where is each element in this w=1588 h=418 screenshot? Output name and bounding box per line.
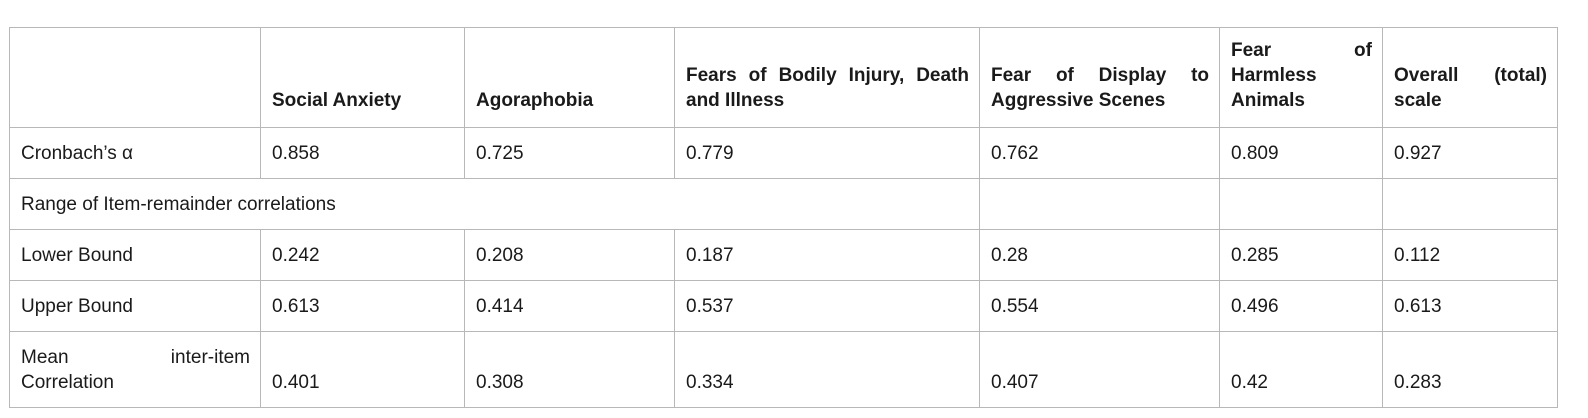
table-cell: 0.613: [261, 281, 465, 332]
table-cell: 0.762: [980, 128, 1220, 179]
table-cell: 0.308: [465, 332, 675, 408]
table-cell: 0.42: [1220, 332, 1383, 408]
table-cell: 0.927: [1383, 128, 1558, 179]
row-label-range: Range of Item-remainder correlations: [10, 179, 980, 230]
row-label-line-1: Mean inter-item: [21, 347, 250, 368]
table-cell: 0.809: [1220, 128, 1383, 179]
table-cell: 0.283: [1383, 332, 1558, 408]
row-label-upper-bound: Upper Bound: [10, 281, 261, 332]
table-cell: 0.334: [675, 332, 980, 408]
header-corner: [10, 28, 261, 128]
table-cell: 0.285: [1220, 230, 1383, 281]
row-label-cronbach: Cronbach’s α: [10, 128, 261, 179]
table-row: [10, 332, 1558, 408]
table-cell: 0.779: [675, 128, 980, 179]
header-agoraphobia: Agoraphobia: [465, 28, 675, 128]
header-overall-scale: Overall (total) scale: [1383, 28, 1558, 128]
table-cell: 0.28: [980, 230, 1220, 281]
header-aggressive-scenes: Fear of Display to Aggressive Scenes: [980, 28, 1220, 128]
table-cell: 0.242: [261, 230, 465, 281]
table-row: [10, 281, 1558, 332]
row-label-lower-bound: Lower Bound: [10, 230, 261, 281]
table-cell: [980, 179, 1220, 230]
table-cell: 0.554: [980, 281, 1220, 332]
header-bodily-injury: Fears of Bodily Injury, Death and Illness: [675, 28, 980, 128]
table-cell: 0.725: [465, 128, 675, 179]
header-harmless-animals: Fear of Harmless Animals: [1220, 28, 1383, 128]
table-cell: [1220, 179, 1383, 230]
table-cell: 0.858: [261, 128, 465, 179]
table-cell: 0.537: [675, 281, 980, 332]
table-row: [10, 128, 1558, 179]
table-cell: 0.112: [1383, 230, 1558, 281]
reliability-table: [9, 27, 1558, 408]
table-cell: 0.208: [465, 230, 675, 281]
table-row: [10, 230, 1558, 281]
table-cell: 0.407: [980, 332, 1220, 408]
table-container: [9, 27, 1558, 408]
header-social-anxiety: Social Anxiety: [261, 28, 465, 128]
table-cell: 0.401: [261, 332, 465, 408]
table-row: [10, 179, 1558, 230]
row-label-line-2: Correlation: [21, 372, 114, 393]
table-cell: [1383, 179, 1558, 230]
table-cell: 0.496: [1220, 281, 1383, 332]
table-cell: 0.414: [465, 281, 675, 332]
table-cell: 0.613: [1383, 281, 1558, 332]
row-label-mean-inter-item: [10, 332, 261, 408]
table-cell: 0.187: [675, 230, 980, 281]
header-row: [10, 28, 1558, 128]
